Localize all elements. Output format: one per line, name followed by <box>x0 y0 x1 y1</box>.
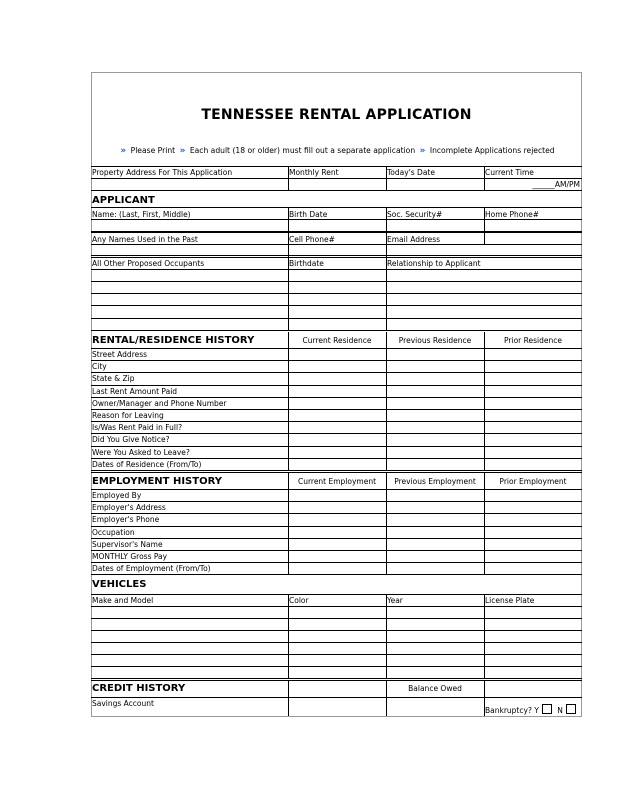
form-rule <box>91 642 582 643</box>
rental-history-heading: RENTAL/RESIDENCE HISTORY <box>92 335 255 346</box>
employment-row-label: MONTHLY Gross Pay <box>92 552 168 561</box>
year-label: Year <box>387 596 403 605</box>
form-rule <box>91 318 582 319</box>
form-rule <box>91 562 582 563</box>
form-rule <box>386 232 387 330</box>
form-rule <box>484 332 485 470</box>
column-header: Prior Residence <box>504 336 562 345</box>
applicant-heading: APPLICANT <box>92 195 155 206</box>
form-rule <box>288 472 289 574</box>
form-rule <box>91 409 582 410</box>
rental-row-label: Owner/Manager and Phone Number <box>92 398 227 408</box>
form-rule <box>288 332 289 470</box>
column-header: Current Employment <box>297 477 377 486</box>
form-rule <box>91 348 582 349</box>
employment-history-heading: EMPLOYMENT HISTORY <box>92 476 222 487</box>
form-rule <box>288 207 289 231</box>
form-rule <box>91 372 582 373</box>
form-rule <box>91 166 582 167</box>
form-rule <box>484 680 485 716</box>
rental-row-label: Dates of Residence (From/To) <box>92 459 202 469</box>
bankruptcy-yes-label: Y <box>534 706 539 715</box>
form-rule <box>91 257 582 258</box>
form-rule <box>91 397 582 398</box>
form-rule <box>91 458 582 459</box>
form-rule <box>91 385 582 386</box>
form-rule <box>91 678 582 679</box>
form-rule <box>91 550 582 551</box>
employment-row-label: Employer's Address <box>92 503 166 513</box>
form-rule <box>91 269 582 270</box>
form-rule <box>288 166 289 190</box>
application-form <box>91 0 582 800</box>
instruction-item: Incomplete Applications rejected <box>429 146 555 155</box>
form-rule <box>386 594 387 678</box>
chevron-icon: » <box>179 146 186 156</box>
form-rule <box>386 680 387 716</box>
form-rule <box>91 360 582 361</box>
form-rule <box>386 472 387 574</box>
bankruptcy-no-checkbox[interactable] <box>566 704 576 714</box>
form-rule <box>91 606 582 607</box>
form-rule <box>386 332 387 470</box>
form-rule <box>91 232 582 233</box>
column-header: Previous Employment <box>394 477 476 486</box>
column-header: Previous Residence <box>398 336 472 345</box>
form-rule <box>91 526 582 527</box>
rental-row-label: Is/Was Rent Paid in Full? <box>92 423 183 433</box>
form-rule <box>91 421 582 422</box>
page-title: TENNESSEE RENTAL APPLICATION <box>201 107 472 123</box>
form-rule <box>91 680 582 681</box>
form-rule <box>91 178 582 179</box>
occupant-birthdate-label: Birthdate <box>289 259 324 268</box>
rental-row-label: Last Rent Amount Paid <box>92 386 178 396</box>
bankruptcy-yes-checkbox[interactable] <box>542 704 552 714</box>
rental-row-label: Reason for Leaving <box>92 411 164 420</box>
rental-row-label: State & Zip <box>92 374 135 384</box>
column-header: Current Residence <box>302 336 372 345</box>
occupants-label: All Other Proposed Occupants <box>92 259 205 268</box>
form-rule <box>91 244 582 245</box>
form-rule <box>91 618 582 619</box>
make-model-label: Make and Model <box>92 596 154 605</box>
rental-row-label: Did You Give Notice? <box>92 435 170 445</box>
chevron-icon: » <box>419 146 426 156</box>
form-rule <box>91 513 582 514</box>
form-rule <box>91 574 582 575</box>
form-rule <box>91 501 582 502</box>
property-address-label: Property Address For This Application <box>92 168 233 177</box>
form-rule <box>484 472 485 574</box>
form-rule <box>91 446 582 447</box>
employment-row-label: Occupation <box>92 527 135 537</box>
employment-row-label: Supervisor's Name <box>92 539 163 549</box>
form-rule <box>91 538 582 539</box>
vehicles-heading: VEHICLES <box>92 579 147 590</box>
form-rule <box>386 207 387 231</box>
form-rule <box>91 330 582 331</box>
form-rule <box>91 630 582 631</box>
form-rule <box>91 255 582 256</box>
monthly-rent-label: Monthly Rent <box>289 168 339 177</box>
form-rule <box>91 697 582 698</box>
form-rule <box>91 281 582 282</box>
form-rule <box>91 666 582 667</box>
home-phone-label: Home Phone# <box>485 210 540 219</box>
credit-history-heading: CREDIT HISTORY <box>92 683 186 694</box>
savings-account-label: Savings Account <box>92 699 154 708</box>
form-rule <box>288 680 289 716</box>
todays-date-label: Today's Date <box>387 168 435 177</box>
name-label: Name: (Last, First, Middle) <box>92 210 191 219</box>
form-rule <box>91 489 582 490</box>
email-label: Email Address <box>387 235 441 244</box>
form-rule <box>484 594 485 678</box>
rental-row-label: Street Address <box>92 350 148 359</box>
form-rule <box>91 594 582 595</box>
form-rule <box>91 190 582 191</box>
form-rule <box>91 305 582 306</box>
form-rule <box>484 207 485 231</box>
form-rule <box>91 207 582 208</box>
license-plate-label: License Plate <box>485 596 535 605</box>
relationship-label: Relationship to Applicant <box>387 259 481 268</box>
form-rule <box>91 654 582 655</box>
form-rule <box>484 232 485 244</box>
instruction-item: Please Print <box>130 146 176 155</box>
rental-row-label: Were You Asked to Leave? <box>92 447 190 457</box>
form-rule <box>484 166 485 190</box>
bankruptcy-field <box>485 704 579 716</box>
other-names-label: Any Names Used in the Past <box>92 235 198 244</box>
chevron-icon: » <box>120 146 127 156</box>
form-rule <box>91 433 582 434</box>
form-rule <box>91 219 582 220</box>
form-rule <box>288 232 289 330</box>
ssn-label: Soc. Security# <box>387 210 443 219</box>
balance-owed-label: Balance Owed <box>408 684 462 693</box>
birth-date-label: Birth Date <box>289 210 328 219</box>
form-rule <box>386 166 387 190</box>
ampm-label: ______AM/PM <box>532 180 580 189</box>
employment-row-label: Employer's Phone <box>92 515 160 525</box>
bankruptcy-no-label: N <box>557 706 563 715</box>
form-rule <box>91 293 582 294</box>
instruction-item: Each adult (18 or older) must fill out a separate application <box>189 146 416 155</box>
form-rule <box>91 470 582 471</box>
employment-row-label: Dates of Employment (From/To) <box>92 564 211 574</box>
bankruptcy-label: Bankruptcy? <box>485 706 532 715</box>
employment-row-label: Employed By <box>92 491 142 500</box>
cell-phone-label: Cell Phone# <box>289 235 335 244</box>
column-header: Prior Employment <box>499 477 567 486</box>
form-rule <box>91 472 582 473</box>
color-label: Color <box>289 596 309 605</box>
current-time-label: Current Time <box>485 168 534 177</box>
form-rule <box>288 594 289 678</box>
rental-row-label: City <box>92 362 107 372</box>
